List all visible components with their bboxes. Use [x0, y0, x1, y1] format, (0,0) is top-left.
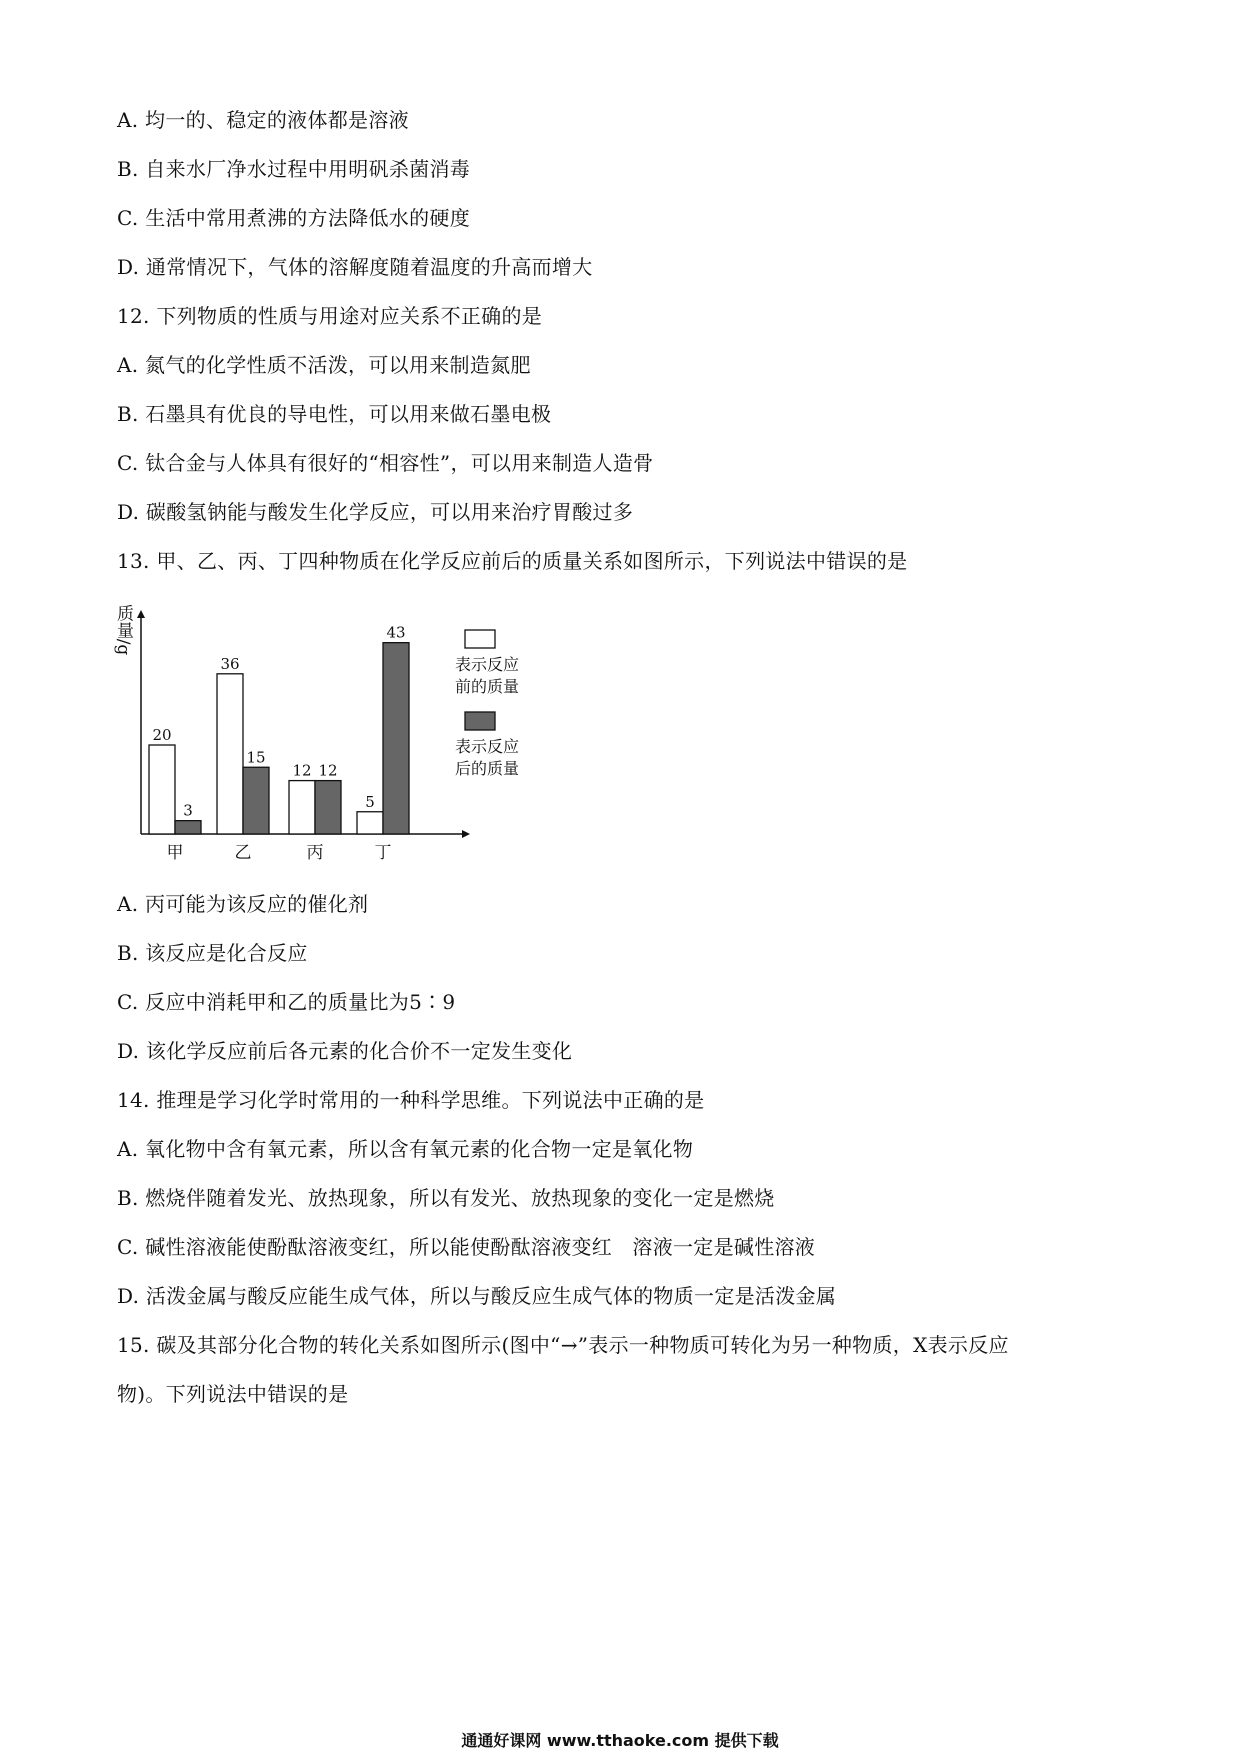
bar-value-label: 20	[152, 726, 172, 744]
q13-option-a: A. 丙可能为该反应的催化剂	[117, 892, 369, 916]
legend-label-1-cont: 后的质量	[455, 759, 520, 778]
bar-1-1	[243, 767, 269, 834]
legend-swatch-0	[465, 630, 495, 648]
q13-stem: 13. 甲、乙、丙、丁四种物质在化学反应前后的质量关系如图所示，下列说法中错误的是	[117, 549, 908, 573]
chart-category-labels	[167, 843, 392, 863]
bar-value-label: 12	[318, 761, 338, 780]
legend-swatch-1	[465, 712, 495, 730]
bar-value-label: 36	[220, 654, 240, 673]
chart-bars	[149, 624, 409, 834]
bar-0-1	[175, 821, 201, 834]
q13-option-c: C. 反应中消耗甲和乙的质量比为5∶9	[117, 990, 456, 1014]
bar-0-0	[149, 745, 175, 834]
q13-option-b: B. 该反应是化合反应	[117, 941, 308, 965]
x-axis-arrow	[462, 830, 470, 838]
chart-y-axis-label	[113, 605, 134, 656]
legend-label-0: 表示反应	[455, 655, 520, 674]
q12-option-d: D. 碳酸氢钠能与酸发生化学反应，可以用来治疗胃酸过多	[117, 500, 634, 524]
q12-stem: 12. 下列物质的性质与用途对应关系不正确的是	[117, 304, 543, 328]
y-axis-arrow	[137, 610, 145, 618]
q14-option-d: D. 活泼金属与酸反应能生成气体，所以与酸反应生成气体的物质一定是活泼金属	[117, 1284, 837, 1308]
q13-option-d: D. 该化学反应前后各元素的化合价不一定发生变化	[117, 1039, 573, 1063]
category-label: 乙	[234, 843, 252, 863]
category-label: 丁	[374, 843, 392, 863]
q14-option-a: A. 氧化物中含有氧元素，所以含有氧元素的化合物一定是氧化物	[117, 1137, 694, 1161]
q14-stem: 14. 推理是学习化学时常用的一种科学思维。下列说法中正确的是	[117, 1088, 705, 1112]
legend-label-0-cont: 前的质量	[455, 677, 520, 696]
q11-option-a: A. 均一的、稳定的液体都是溶液	[117, 108, 409, 132]
q15-stem-line2: 物)。下列说法中错误的是	[117, 1382, 349, 1406]
bar-3-1	[383, 643, 409, 834]
footer-source: 通通好课网 www.tthaoke.com 提供下载	[461, 1731, 779, 1750]
bar-value-label: 3	[183, 801, 193, 820]
q15-stem-line1: 15. 碳及其部分化合物的转化关系如图所示(图中“→”表示一种物质可转化为另一种物质，X表示反应	[117, 1333, 1009, 1357]
q11-option-b: B. 自来水厂净水过程中用明矾杀菌消毒	[117, 157, 471, 181]
bar-2-0	[289, 781, 315, 834]
q11-option-d: D. 通常情况下，气体的溶解度随着温度的升高而增大	[117, 255, 593, 279]
chart-legend	[455, 630, 519, 778]
q14-option-c: C. 碱性溶液能使酚酞溶液变红，所以能使酚酞溶液变红 溶液一定是碱性溶液	[117, 1235, 816, 1259]
q11-option-c: C. 生活中常用煮沸的方法降低水的硬度	[117, 206, 471, 230]
bar-value-label: 15	[246, 748, 266, 767]
q12-option-b: B. 石墨具有优良的导电性，可以用来做石墨电极	[117, 402, 552, 426]
bar-3-0	[357, 812, 383, 834]
bar-1-0	[217, 674, 243, 834]
q14-option-b: B. 燃烧伴随着发光、放热现象，所以有发光、放热现象的变化一定是燃烧	[117, 1186, 775, 1210]
bar-value-label: 5	[365, 792, 375, 811]
category-label: 丙	[306, 843, 324, 863]
bar-value-label: 43	[386, 623, 406, 642]
q12-option-a: A. 氮气的化学性质不活泼，可以用来制造氮肥	[117, 353, 531, 377]
mass-bar-chart	[105, 600, 605, 870]
y-axis-label: 质量/g	[113, 604, 133, 656]
bar-2-1	[315, 781, 341, 834]
q12-option-c: C. 钛合金与人体具有很好的“相容性”，可以用来制造人造骨	[117, 451, 654, 475]
legend-label-1: 表示反应	[455, 737, 520, 756]
bar-value-label: 12	[292, 761, 312, 780]
category-label: 甲	[166, 843, 184, 863]
